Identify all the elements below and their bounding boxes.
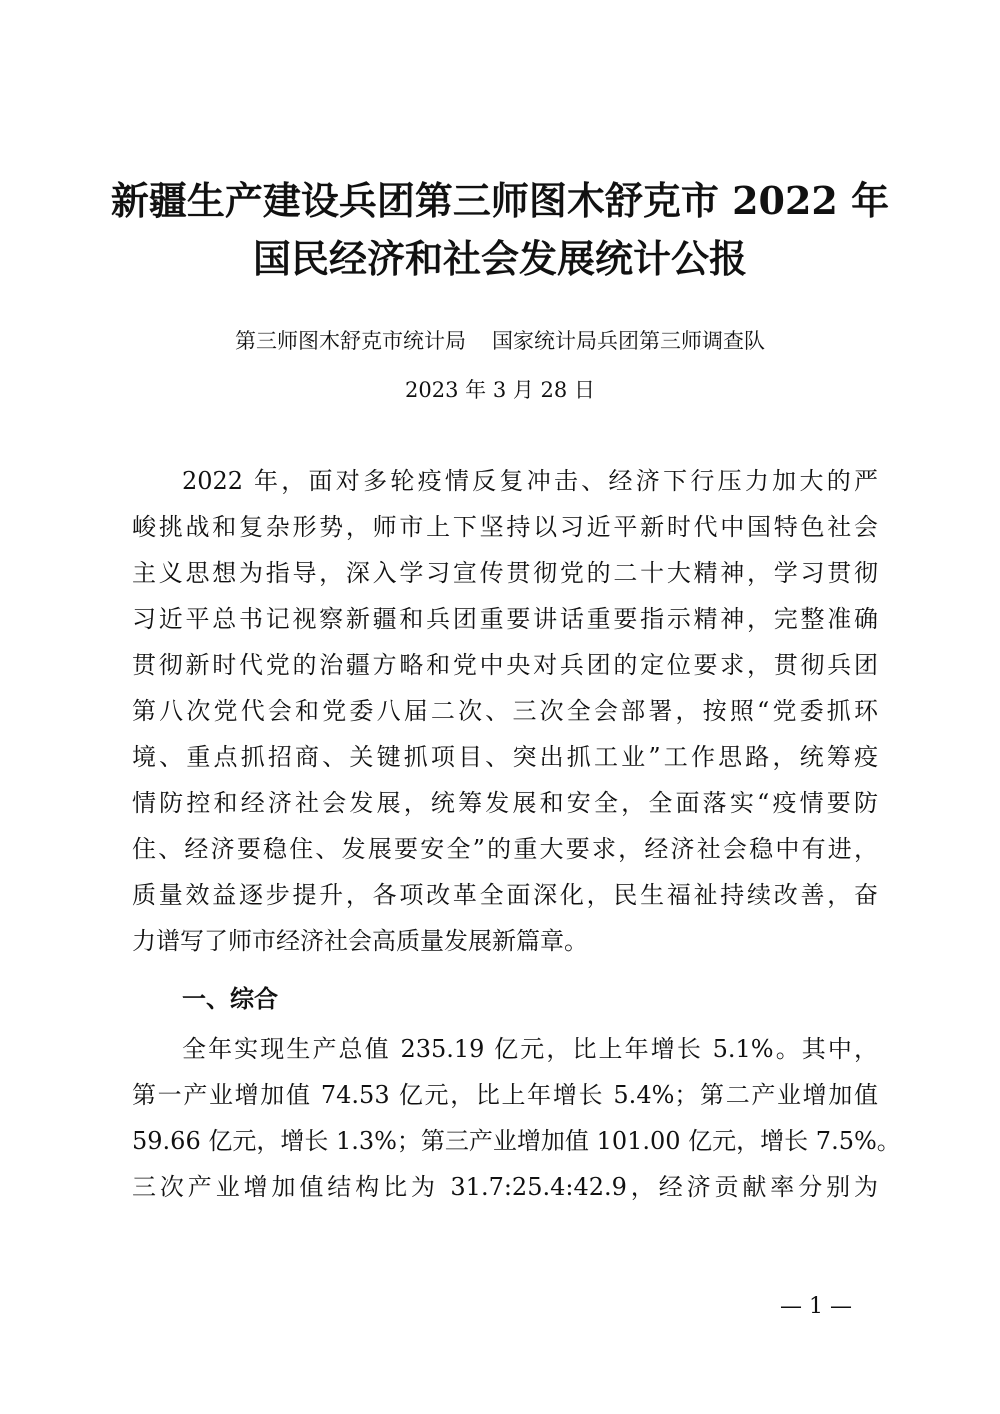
paragraph-line: 三次产业增加值结构比为 31.7:25.4:42.9，经济贡献率分别为 [132,1173,878,1201]
overview-paragraph [132,1026,901,1210]
paragraph-line: 习近平总书记视察新疆和兵团重要讲话重要指示精神，完整准确 [132,605,878,633]
paragraph-line: 主义思想为指导，深入学习宣传贯彻党的二十大精神，学习贯彻 [132,559,878,587]
paragraph-line: 质量效益逐步提升，各项改革全面深化，民生福祉持续改善，奋 [132,881,878,909]
issuer-line [100,323,900,359]
paragraph-line: 贯彻新时代党的治疆方略和党中央对兵团的定位要求，贯彻兵团 [132,651,878,679]
paragraph-line: 全年实现生产总值 235.19 亿元，比上年增长 5.1%。其中， [182,1035,878,1063]
issuer-statistics-bureau: 第三师图木舒克市统计局 [235,329,466,353]
title-line-2: 国民经济和社会发展统计公报 [252,236,747,281]
paragraph-line: 住、经济要稳住、发展要安全”的重大要求，经济社会稳中有进， [132,835,878,863]
paragraph-line: 境、重点抓招商、关键抓项目、突出抓工业”工作思路，统筹疫 [132,743,878,771]
document-title [100,172,900,288]
publication-date: 2023 年 3 月 28 日 [405,378,595,402]
paragraph-line: 情防控和经济社会发展，统筹发展和安全，全面落实“疫情要防 [132,789,878,817]
paragraph-line: 第一产业增加值 74.53 亿元，比上年增长 5.4%；第二产业增加值 [132,1081,878,1109]
paragraph-line: 力谱写了师市经济社会高质量发展新篇章。 [132,927,588,955]
intro-paragraph [132,458,878,964]
paragraph-line: 59.66 亿元，增长 1.3%；第三产业增加值 101.00 亿元，增长 7.5%。 [132,1127,901,1155]
paragraph-line: 第八次党代会和党委八届二次、三次全会部署，按照“党委抓环 [132,697,878,725]
title-line-1: 新疆生产建设兵团第三师图木舒克市 2022 年 [110,178,890,223]
paragraph-line: 2022 年，面对多轮疫情反复冲击、经济下行压力加大的严 [182,467,878,495]
paragraph-line: 峻挑战和复杂形势，师市上下坚持以习近平新时代中国特色社会 [132,513,878,541]
section-heading-general: 一、综合 [182,985,278,1013]
issuer-survey-team: 国家统计局兵团第三师调查队 [492,329,765,353]
page-number: — 1 — [780,1294,852,1319]
